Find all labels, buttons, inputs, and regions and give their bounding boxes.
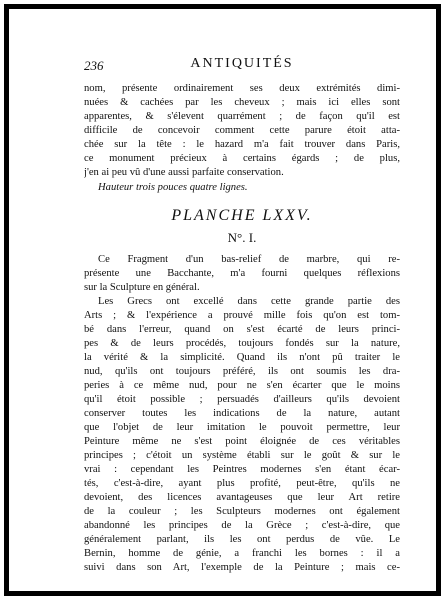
running-title: ANTIQUITÉS xyxy=(190,56,294,71)
plate-number: N°. I. xyxy=(227,230,257,245)
text-line: Peinture même ne s'est point éloignée de ces véritables xyxy=(84,436,400,447)
plate-title: PLANCHE LXXV. xyxy=(171,207,313,224)
running-header xyxy=(84,56,400,82)
text-line: présente une Bacchante, m'a fourni quelques réflexions xyxy=(84,268,400,279)
text-line: de la couleur ; les Sculpteurs modernes ont également xyxy=(84,506,400,517)
text-line: apparentes, & s'élevent quarrément ; de façon qu'il est xyxy=(84,111,400,122)
book-page xyxy=(84,0,400,575)
text-line: suivi dans son Art, l'exemple de la Peinture ; mais ce- xyxy=(84,562,400,573)
text-line: la vérité & la simplicité. Quand ils n'ont pû traiter le xyxy=(84,352,400,363)
text-line: vrai : cependant les Peintres modernes s'en étant écar- xyxy=(84,464,400,475)
text-line: nom, présente ordinairement ses deux extrémités dimi- xyxy=(84,83,400,94)
paragraph-greek-art xyxy=(84,295,400,575)
page-number: 236 xyxy=(84,58,104,73)
text-line: nuées & cachées par les cheveux ; mais ici elles sont xyxy=(84,97,400,108)
text-line: Arts ; & l'expérience a prouvé mille fois qu'on est tom- xyxy=(84,310,400,321)
paragraph-fragment xyxy=(84,253,400,295)
text-line: qu'il étoit possible ; persuadés d'ailleurs qu'ils devoient xyxy=(84,394,400,405)
text-line: Bernin, homme de génie, a franchi les bornes : il a xyxy=(84,548,400,559)
text-line: difficile de concevoir comment cette parure étoit atta- xyxy=(84,125,400,136)
text-line: j'en ai peu vû d'une aussi parfaite conservation. xyxy=(84,167,284,178)
text-line: peries à ce même nud, pour ne s'en écarter que le moins xyxy=(84,380,400,391)
text-line: que l'objet de leur imitation le pouvoit permettre, leur xyxy=(84,422,400,433)
text-line: Les Grecs ont excellé dans cette grande partie des xyxy=(98,296,400,307)
text-line: abandonné les principes de la Grèce ; c'est-à-dire, que xyxy=(84,520,400,531)
text-line: Ce Fragment d'un bas-relief de marbre, qui re- xyxy=(98,254,400,265)
text-line: principes ; c'étoit un système établi sur le goût & sur le xyxy=(84,450,400,461)
text-line: sur la Sculpture en général. xyxy=(84,282,200,293)
text-line: bé dans l'erreur, quand on s'est écarté de leurs princi- xyxy=(84,324,400,335)
text-line: nud, qu'ils ont toujours préféré, ils ont soumis les dra- xyxy=(84,366,400,377)
dimension-caption: Hauteur trois pouces quatre lignes. xyxy=(98,182,248,193)
text-line: conserver toutes les indications de la nature, autant xyxy=(84,408,400,419)
continuation-paragraph xyxy=(84,82,400,180)
text-line: tés, c'est-à-dire, ayant plus profité, peut-être, qu'ils ne xyxy=(84,478,400,489)
text-line: chée sur la tête : le hazard m'a fait trouver dans Paris, xyxy=(84,139,400,150)
text-line: devoient, des licences avantageuses que leur Art retire xyxy=(84,492,400,503)
text-line: ce monument précieux à certains égards ; de plus, xyxy=(84,153,400,164)
text-line: pes & de leurs procédés, toujours fondés sur la nature, xyxy=(84,338,400,349)
text-line: généralement parlant, ils les ont perdus de vûe. Le xyxy=(84,534,400,545)
